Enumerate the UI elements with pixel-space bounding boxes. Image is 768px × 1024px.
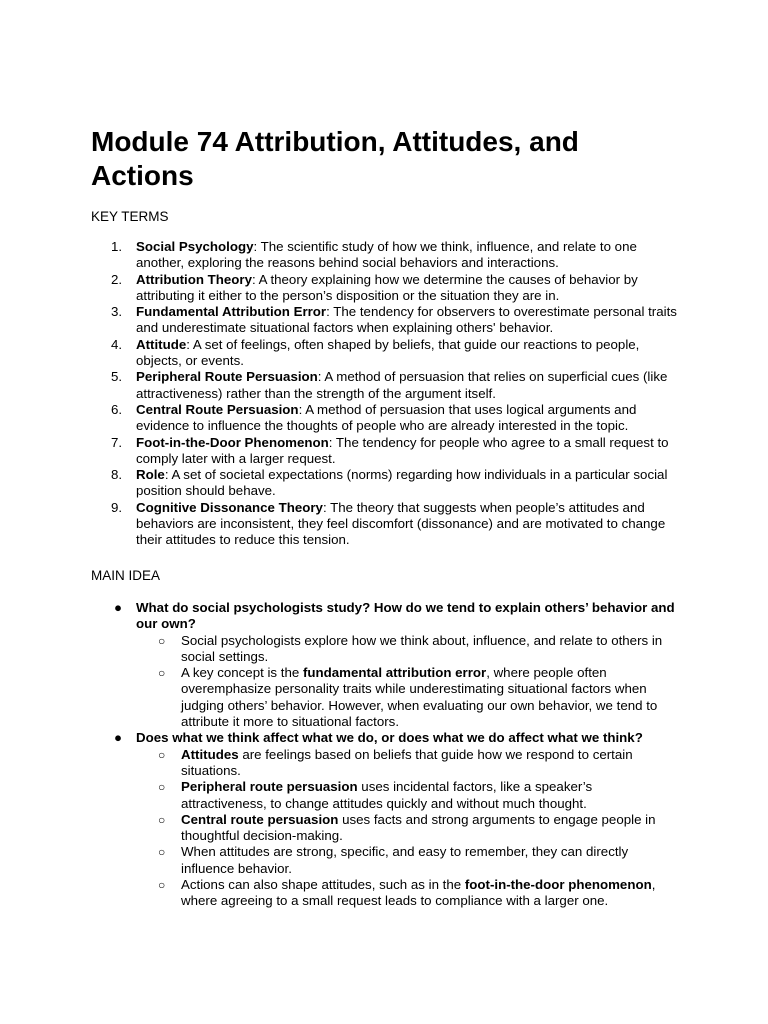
circle-bullet-icon: ○: [158, 780, 166, 795]
term-name: Central Route Persuasion: [136, 401, 299, 417]
list-item: [91, 239, 681, 272]
list-item: [91, 337, 681, 370]
sub-point-text: , where agreeing to a small request leads to compliance with a larger one.: [181, 877, 656, 909]
term-definition: : A method of persuasion that uses logical arguments and evidence to influence the thoughts of people who are already interested in the topic.: [136, 401, 637, 434]
sub-point-text: A key concept is the: [181, 665, 303, 681]
item-number: 8.: [111, 467, 123, 483]
circle-bullet-icon: ○: [158, 812, 166, 827]
circle-bullet-icon: ○: [158, 878, 166, 893]
sub-point: [136, 665, 681, 730]
item-number: 4.: [111, 336, 123, 352]
list-item: [91, 369, 681, 402]
sub-point-key-term: foot-in-the-door phenomenon: [464, 877, 652, 893]
item-number: 7.: [111, 434, 123, 450]
term-name: Peripheral Route Persuasion: [136, 369, 318, 385]
item-number: 6.: [111, 401, 123, 417]
list-item: [91, 272, 681, 305]
list-item: [91, 500, 681, 549]
sub-point-text: are feelings based on beliefs that guide how we respond to certain situations.: [181, 746, 633, 778]
term-name: Cognitive Dissonance Theory: [136, 499, 323, 515]
circle-bullet-icon: ○: [158, 747, 166, 762]
term-name: Attribution Theory: [136, 271, 252, 287]
item-number: 9.: [111, 499, 123, 515]
list-item: [91, 304, 681, 337]
sub-point-key-term: Central route persuasion: [181, 811, 339, 827]
term-definition: : The tendency for observers to overestimate personal traits and underestimate situational factors when explaining others' behavior.: [136, 304, 677, 336]
sub-point: [136, 844, 681, 877]
sub-point: [136, 877, 681, 910]
term-name: Role: [136, 467, 165, 483]
sub-point-text: Actions can also shape attitudes, such as in the: [181, 877, 465, 893]
sub-point-text: uses facts and strong arguments to engage people in thoughtful decision-making.: [181, 811, 656, 844]
term-definition: : A method of persuasion that relies on superficial cues (like attractiveness) rather than the strength of the argument itself.: [136, 369, 668, 401]
item-number: 3.: [111, 304, 123, 320]
item-number: 1.: [111, 239, 123, 254]
sub-point-list: [136, 633, 681, 731]
bullet-icon: ●: [114, 730, 123, 746]
item-number: 2.: [111, 271, 123, 287]
list-item: [91, 467, 681, 500]
sub-point-text: uses incidental factors, like a speaker’s attractiveness, to change attitudes quickly and without much thought.: [181, 779, 593, 811]
main-idea-heading: MAIN IDEA: [91, 568, 161, 583]
key-terms-heading: KEY TERMS: [91, 209, 169, 224]
sub-point-list: [136, 747, 681, 910]
term-definition: : A set of societal expectations (norms) regarding how individuals in a particular social position should behave.: [136, 467, 668, 499]
key-terms-list: [91, 239, 681, 549]
main-idea-item: [91, 600, 681, 730]
sub-point-key-term: Peripheral route persuasion: [181, 779, 358, 795]
page-title: Module 74 Attribution, Attitudes, and Actions: [91, 126, 579, 191]
bullet-icon: ●: [114, 600, 123, 615]
main-question: What do social psychologists study? How do we tend to explain others’ behavior and our own?: [136, 600, 675, 632]
circle-bullet-icon: ○: [158, 666, 166, 681]
term-name: Fundamental Attribution Error: [136, 304, 327, 320]
term-definition: : The scientific study of how we think, influence, and relate to one another, exploring the reasons behind social behaviors and interactions.: [136, 239, 637, 271]
list-item: [91, 435, 681, 468]
sub-point: [136, 633, 681, 666]
sub-point-key-term: Attitudes: [181, 746, 239, 762]
term-name: Social Psychology: [136, 239, 254, 254]
term-definition: : A theory explaining how we determine the causes of behavior by attributing it either to the person’s disposition or the situation they are in.: [136, 271, 638, 303]
sub-point-text: , where people often overemphasize personality traits while underestimating situational factors when judging others’ behavior. However, when evaluating our own behavior, we tend to attribute it more to situational factors.: [181, 665, 658, 730]
sub-point: [136, 747, 681, 780]
circle-bullet-icon: ○: [158, 845, 166, 860]
sub-point-key-term: fundamental attribution error: [302, 665, 487, 681]
item-number: 5.: [111, 369, 123, 385]
term-name: Attitude: [136, 336, 187, 352]
main-idea-list: [91, 600, 681, 910]
term-definition: : The theory that suggests when people’s attitudes and behaviors are inconsistent, they feel discomfort (dissonance) and are motivated to change their attitudes to reduce this tension.: [136, 499, 666, 548]
term-name: Foot-in-the-Door Phenomenon: [136, 434, 329, 450]
sub-point: [136, 779, 681, 812]
main-idea-item: [91, 730, 681, 909]
sub-point-text: Social psychologists explore how we think about, influence, and relate to others in social settings.: [181, 632, 663, 664]
term-definition: : The tendency for people who agree to a small request to comply later with a larger request.: [136, 434, 669, 466]
sub-point: [136, 812, 681, 845]
list-item: [91, 402, 681, 435]
term-definition: : A set of feelings, often shaped by beliefs, that guide our reactions to people, objects, or events.: [136, 336, 640, 369]
circle-bullet-icon: ○: [158, 633, 166, 648]
sub-point-text: When attitudes are strong, specific, and easy to remember, they can directly influence behavior.: [181, 844, 629, 876]
main-question: Does what we think affect what we do, or does what we do affect what we think?: [136, 730, 643, 746]
